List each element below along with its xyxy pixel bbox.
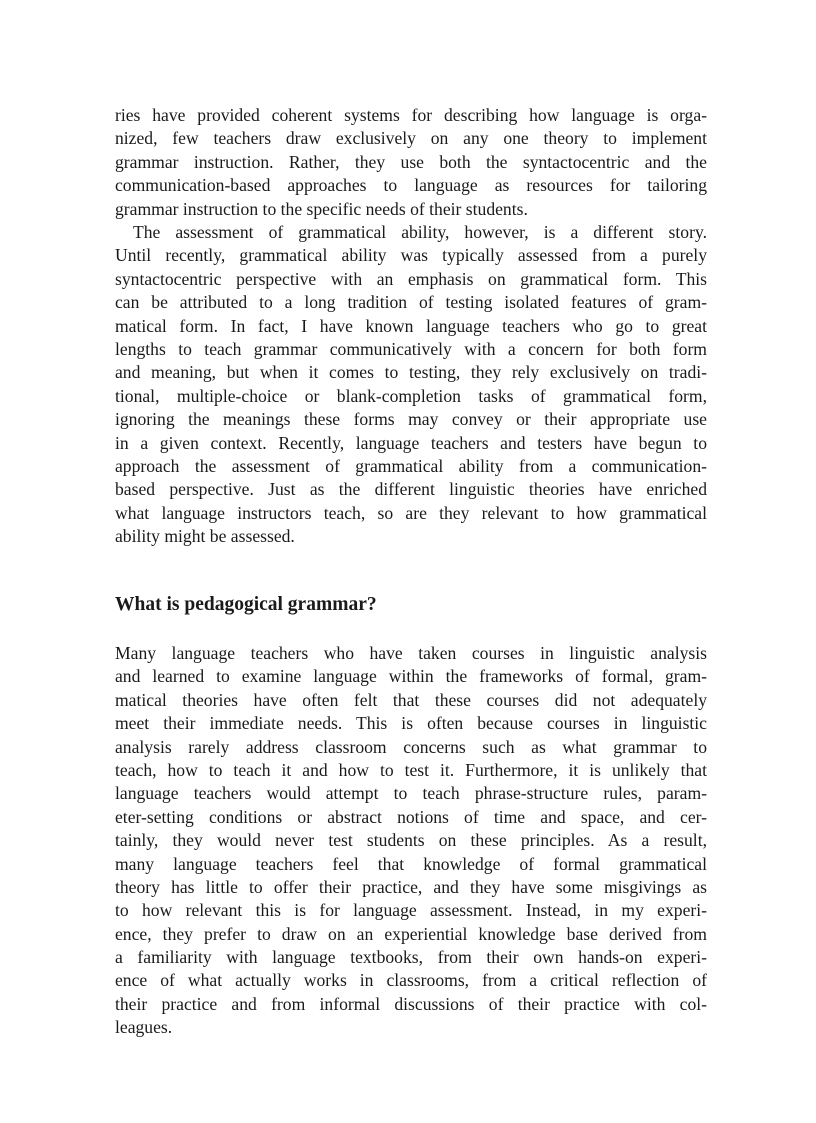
text-line: and learned to examine language within the frameworks of formal, gram-: [115, 666, 707, 687]
text-line: many language teachers feel that knowledge of formal grammatical: [115, 853, 707, 874]
text-line: Until recently, grammatical ability was typically assessed from a purely: [115, 245, 707, 266]
section-heading: What is pedagogical grammar?: [115, 594, 377, 615]
text-line: can be attributed to a long tradition of testing isolated features of gram-: [115, 292, 707, 313]
text-line: analysis rarely address classroom concerns such as what grammar to: [115, 736, 707, 757]
text-line: in a given context. Recently, language teachers and testers have begun to: [115, 432, 707, 453]
text-line: meet their immediate needs. This is often because courses in linguistic: [115, 713, 707, 734]
text-line: based perspective. Just as the different linguistic theories have enriched: [115, 479, 707, 500]
text-line: grammar instruction. Rather, they use both the syntactocentric and the: [115, 151, 707, 172]
text-line: ence of what actually works in classrooms, from a critical reflection of: [115, 970, 707, 991]
text-line: communication-based approaches to language as resources for tailoring: [115, 175, 707, 196]
paragraph-2: [115, 221, 707, 548]
text-line: eter-setting conditions or abstract notions of time and space, and cer-: [115, 806, 707, 827]
text-line: to how relevant this is for language assessment. Instead, in my experi-: [115, 900, 707, 921]
text-line: tional, multiple-choice or blank-completion tasks of grammatical form,: [115, 385, 707, 406]
text-line: ignoring the meanings these forms may convey or their appropriate use: [115, 409, 707, 430]
text-line: nized, few teachers draw exclusively on any one theory to implement: [115, 128, 707, 149]
text-line: their practice and from informal discussions of their practice with col-: [115, 993, 707, 1014]
text-line: and meaning, but when it comes to testing, they rely exclusively on tradi-: [115, 362, 707, 383]
text-line: tainly, they would never test students on these principles. As a result,: [115, 830, 707, 851]
paragraph-3: [115, 642, 707, 1040]
text-line: matical form. In fact, I have known language teachers who go to great: [115, 315, 707, 336]
text-line: approach the assessment of grammatical ability from a communication-: [115, 455, 707, 476]
text-line: language teachers would attempt to teach phrase-structure rules, param-: [115, 783, 707, 804]
text-line: teach, how to teach it and how to test it. Furthermore, it is unlikely that: [115, 759, 707, 780]
text-line: ability might be assessed.: [115, 526, 295, 547]
text-line: ence, they prefer to draw on an experiential knowledge base derived from: [115, 923, 707, 944]
text-line: Many language teachers who have taken courses in linguistic analysis: [115, 643, 707, 663]
text-line: matical theories have often felt that these courses did not adequately: [115, 689, 707, 710]
text-line: what language instructors teach, so are they relevant to how grammatical: [115, 502, 707, 523]
text-line: lengths to teach grammar communicatively with a concern for both form: [115, 338, 707, 359]
text-line: a familiarity with language textbooks, from their own hands-on experi-: [115, 947, 707, 968]
text-line: The assessment of grammatical ability, however, is a different story.: [133, 222, 707, 242]
text-line: grammar instruction to the specific needs of their students.: [115, 198, 528, 219]
text-line: leagues.: [115, 1017, 173, 1038]
text-line: ries have provided coherent systems for describing how language is orga-: [115, 105, 707, 125]
text-line: syntactocentric perspective with an emphasis on grammatical form. This: [115, 268, 707, 289]
paragraph-1: [115, 104, 707, 221]
text-line: theory has little to offer their practice, and they have some misgivings as: [115, 876, 707, 897]
